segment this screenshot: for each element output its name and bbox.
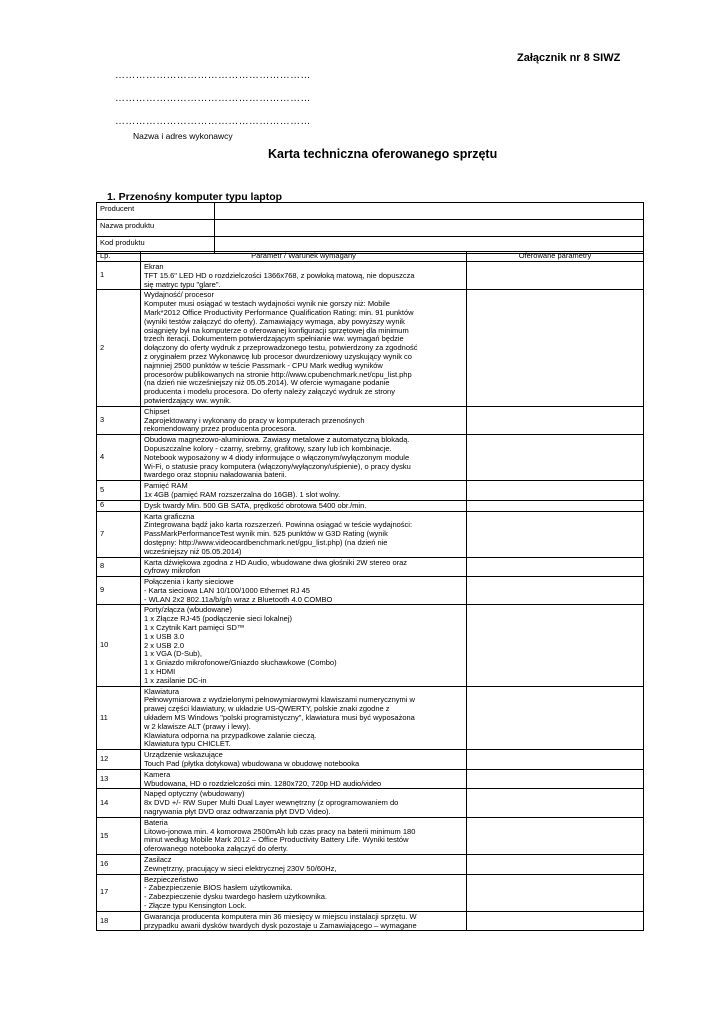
spec-row	[97, 557, 644, 577]
dotted-line-1: …………………………………………………	[115, 70, 311, 81]
requirement-line: rekomendowany przez producenta procesora.	[144, 424, 297, 434]
meta-label: Producent	[97, 203, 215, 220]
requirement-line: Komputer musi osiągać w testach wydajności wynik nie gorszy niż: Mobile	[144, 299, 390, 309]
requirement-line: Klawiatura typu CHICLET.	[144, 739, 231, 749]
spec-row	[97, 605, 644, 686]
offered-parameter-field[interactable]	[467, 290, 644, 406]
requirement-line: Bateria	[144, 817, 168, 827]
dotted-line-2: …………………………………………………	[115, 93, 311, 104]
row-number: 16	[97, 855, 141, 875]
section-heading: 1. Przenośny komputer typu laptop	[107, 191, 283, 203]
row-number: 14	[97, 789, 141, 817]
dotted-line-3: …………………………………………………	[115, 116, 311, 127]
attachment-label: Załącznik nr 8 SIWZ	[517, 52, 621, 64]
row-requirement	[141, 511, 467, 557]
lp-header: Lp.	[97, 252, 141, 262]
row-requirement	[141, 911, 467, 931]
row-requirement	[141, 789, 467, 817]
requirement-line: Dopuszczalne kolory - czarny, srebrny, grafitowy, szary lub ich kombinacje.	[144, 443, 392, 453]
requirement-line: 1 x VGA (D-Sub),	[144, 649, 202, 659]
spec-row	[97, 577, 644, 605]
requirement-line: twardego oraz stopniu naładowania baterii.	[144, 470, 287, 480]
requirement-line: potwierdzający ww. wynik.	[144, 395, 232, 405]
requirement-line: przypadku awarii dysków twardych dysk pozostaje u Zamawiającego – wymagane	[144, 920, 417, 930]
offered-parameter-field[interactable]	[467, 855, 644, 875]
requirement-line: dostępny: http://www.videocardbenchmark.net/gpu_list.php) (na dzień nie	[144, 537, 388, 547]
offered-parameter-field[interactable]	[467, 577, 644, 605]
requirement-line: PassMarkPerformanceTest wynik min. 525 punktów w G3D Rating (wynik	[144, 529, 388, 539]
row-number: 2	[97, 290, 141, 406]
requirement-line: prawej części klawiatury, w układzie US-QWERTY, polskie znaki zgodne z	[144, 704, 390, 714]
requirement-line: Zewnętrzny, pracujący w sieci elektrycznej 230V 50/60Hz,	[144, 863, 337, 873]
requirement-line: nagrywania płyt DVD oraz odtwarzania płyt DVD Video).	[144, 807, 331, 817]
row-requirement	[141, 817, 467, 854]
requirement-line: Wbudowana, HD o rozdzielczości min. 1280x720, 720p HD audio/video	[144, 778, 382, 788]
requirement-line: 2 x USB 2.0	[144, 640, 185, 650]
row-number: 10	[97, 605, 141, 686]
row-number: 7	[97, 511, 141, 557]
requirement-line: minut według Mobile Mark 2012 – Office Productivity Battery Life. Wyniki testów	[144, 835, 409, 845]
spec-row	[97, 262, 644, 290]
row-requirement	[141, 577, 467, 605]
meta-row	[97, 220, 644, 237]
spec-table	[96, 251, 644, 931]
row-requirement	[141, 290, 467, 406]
offered-parameter-field[interactable]	[467, 435, 644, 481]
spec-header-row	[97, 252, 644, 262]
row-requirement	[141, 262, 467, 290]
offered-parameter-field[interactable]	[467, 481, 644, 501]
requirement-line: Połączenia i karty sieciowe	[144, 577, 234, 587]
offered-parameter-field[interactable]	[467, 686, 644, 750]
row-requirement	[141, 481, 467, 501]
requirement-line: Klawiatura	[144, 686, 180, 696]
offered-parameter-field[interactable]	[467, 557, 644, 577]
requirement-line: Chipset	[144, 406, 170, 416]
requirement-line: osiągnięty był na komputerze o oferowanej konfiguracji sprzętowej dla minimum	[144, 325, 409, 335]
requirement-line: Wydajność/ procesor	[144, 290, 214, 300]
spec-row	[97, 874, 644, 911]
requirement-line: - Karta sieciowa LAN 10/100/1000 Ethernet RJ 45	[144, 585, 310, 595]
requirement-line: Litowo-jonowa min. 4 komorowa 2500mAh lub czas pracy na baterii minimum 180	[144, 826, 416, 836]
requirement-line: Pełnowymiarowa z wydzielonymi pełnowymiarowymi klawiszami numerycznymi w	[144, 695, 415, 705]
row-number: 8	[97, 557, 141, 577]
requirement-line: Mark*2012 Office Productivity Performance Qualification Rating: min. 91 punktów	[144, 307, 414, 317]
offered-parameter-field[interactable]	[467, 911, 644, 931]
row-requirement	[141, 406, 467, 434]
requirement-line: Obudowa magnezowo-aluminiowa. Zawiasy metalowe z automatyczną blokadą.	[144, 435, 410, 445]
document-title: Karta techniczna oferowanego sprzętu	[268, 147, 498, 161]
row-requirement	[141, 874, 467, 911]
row-requirement	[141, 686, 467, 750]
requirement-line: 1 x Złącze RJ-45 (podłączenie sieci lokalnej)	[144, 614, 292, 624]
requirement-line: Karta dźwiękowa zgodna z HD Audio, wbudowane dwa głośniki 2W stereo oraz	[144, 557, 408, 567]
offered-parameter-field[interactable]	[467, 750, 644, 770]
meta-value-field[interactable]	[215, 220, 644, 237]
offered-parameter-field[interactable]	[467, 406, 644, 434]
row-requirement	[141, 769, 467, 789]
row-requirement	[141, 855, 467, 875]
offer-header: Oferowane parametry	[467, 252, 644, 262]
requirement-line: cyfrowy mikrofon	[144, 566, 201, 576]
requirement-line: Urządzenie wskazujące	[144, 750, 223, 760]
row-number: 5	[97, 481, 141, 501]
requirement-line: 8x DVD +/- RW Super Multi Dual Layer wewnętrzny (z oprogramowaniem do	[144, 798, 399, 808]
requirement-line: TFT 15.6" LED HD o rozdzielczości 1366x768, z powłoką matową, nie dopuszcza	[144, 270, 415, 280]
row-number: 6	[97, 500, 141, 511]
requirement-line: Wi-Fi, o statusie pracy komputera (włączony/wyłączony/uśpienie), o pracy dysku	[144, 461, 411, 471]
offered-parameter-field[interactable]	[467, 817, 644, 854]
row-number: 4	[97, 435, 141, 481]
requirement-line: (na dzień nie wcześniejszy niż 05.05.2014). W ofercie wymagane podanie	[144, 378, 390, 388]
requirement-line: 1 x Czytnik Kart pamięci SD™	[144, 623, 245, 633]
spec-row	[97, 769, 644, 789]
requirement-line: Napęd optyczny (wbudowany)	[144, 789, 245, 799]
spec-row	[97, 435, 644, 481]
requirement-line: trzech iteracji. Dokumentem potwierdzającym spełnianie ww. wymagań będzie	[144, 334, 404, 344]
offered-parameter-field[interactable]	[467, 874, 644, 911]
requirement-line: Zasilacz	[144, 855, 172, 864]
row-requirement	[141, 557, 467, 577]
requirement-line: 1 x HDMI	[144, 667, 176, 677]
requirement-line: dołączony do oferty wydruk z przeprowadzonego testu, potwierdzony za zgodność	[144, 343, 418, 353]
requirement-line: Zintegrowana bądź jako karta rozszerzeń. Powinna osiągać w teście wydajności:	[144, 520, 413, 530]
requirement-line: wcześniejszy niż 05.05.2014)	[144, 546, 242, 556]
spec-row	[97, 406, 644, 434]
row-requirement	[141, 605, 467, 686]
meta-label: Kod produktu	[97, 237, 215, 254]
offered-parameter-field[interactable]	[467, 262, 644, 290]
row-number: 13	[97, 769, 141, 789]
row-requirement	[141, 750, 467, 770]
offered-parameter-field[interactable]	[467, 769, 644, 789]
product-info-table	[96, 202, 644, 254]
requirement-line: procesorów publikowanych na stronie http://www.cpubenchmark.net/cpu_list.php	[144, 369, 412, 379]
row-number: 17	[97, 874, 141, 911]
requirement-line: - Złącze typu Kensington Lock.	[144, 900, 247, 910]
requirement-line: Gwarancja producenta komputera min 36 miesięcy w miejscu instalacji sprzętu. W	[144, 911, 417, 921]
row-requirement	[141, 435, 467, 481]
row-requirement	[141, 500, 467, 511]
requirement-line: Porty/złącza (wbudowane)	[144, 605, 232, 615]
spec-row	[97, 686, 644, 750]
meta-row	[97, 203, 644, 220]
contractor-label: Nazwa i adres wykonawcy	[133, 131, 233, 141]
requirement-line: Touch Pad (płytka dotykowa) wbudowana w obudowę notebooka	[144, 759, 360, 769]
row-number: 3	[97, 406, 141, 434]
offered-parameter-field[interactable]	[467, 605, 644, 686]
offered-parameter-field[interactable]	[467, 789, 644, 817]
requirement-line: Dysk twardy Min. 500 GB SATA, prędkość obrotowa 5400 obr./min.	[144, 500, 367, 510]
row-number: 11	[97, 686, 141, 750]
spec-row	[97, 481, 644, 501]
spec-row	[97, 511, 644, 557]
requirement-line: 1x 4GB (pamięć RAM rozszerzalna do 16GB). 1 slot wolny.	[144, 489, 341, 499]
row-number: 18	[97, 911, 141, 931]
spec-row	[97, 750, 644, 770]
spec-row	[97, 789, 644, 817]
requirement-line: (wyniki testów załączyć do oferty). Zamawiający wymaga, aby powyższy wynik	[144, 316, 405, 326]
requirement-line: 1 x zasilanie DC-in	[144, 675, 207, 685]
row-number: 12	[97, 750, 141, 770]
requirement-line: najmniej 2500 punktów w teście Passmark - CPU Mark według wyników	[144, 360, 383, 370]
requirement-line: oferowanego notebooka załączyć do oferty.	[144, 844, 289, 854]
requirement-line: Pamięć RAM	[144, 481, 188, 491]
requirement-line: układem MS Windows "polski programistyczny", klawiatura musi być wyposażona	[144, 713, 415, 723]
spec-row	[97, 911, 644, 931]
requirement-line: z oryginałem przez Wykonawcę lub procesor dwurdzeniowy uzyskujący wynik co	[144, 351, 412, 361]
spec-row	[97, 290, 644, 406]
row-number: 1	[97, 262, 141, 290]
spec-row	[97, 855, 644, 875]
offered-parameter-field[interactable]	[467, 511, 644, 557]
requirement-line: Notebook wyposażony w 4 diody informujące o włączonym/wyłączonym module	[144, 452, 410, 462]
spec-row	[97, 500, 644, 511]
spec-row	[97, 817, 644, 854]
requirement-line: 1 x Gniazdo mikrofonowe/Gniazdo słuchawkowe (Combo)	[144, 658, 337, 668]
requirement-line: Karta graficzna	[144, 511, 195, 521]
requirement-line: Zaprojektowany i wykonany do pracy w komputerach przenośnych	[144, 415, 365, 425]
requirement-line: Bezpieczeństwo	[144, 874, 199, 884]
row-number: 9	[97, 577, 141, 605]
requirement-line: - Zabezpieczenie dysku twardego hasłem użytkownika.	[144, 892, 328, 902]
requirement-line: Kamera	[144, 769, 171, 779]
param-header: Parametr / Warunek wymagany	[141, 252, 467, 262]
requirement-line: - Zabezpieczenie BIOS hasłem użytkownika.	[144, 883, 293, 893]
requirement-line: - WLAN 2x2 802.11a/b/g/n wraz z Bluetooth 4.0 COMBO	[144, 594, 333, 604]
meta-value-field[interactable]	[215, 203, 644, 220]
requirement-line: się matryc typu "glare".	[144, 279, 221, 289]
meta-label: Nazwa produktu	[97, 220, 215, 237]
requirement-line: Ekran	[144, 262, 164, 271]
row-number: 15	[97, 817, 141, 854]
requirement-line: Klawiatura odporna na przypadkowe zalanie cieczą.	[144, 730, 317, 740]
offered-parameter-field[interactable]	[467, 500, 644, 511]
requirement-line: 1 x USB 3.0	[144, 631, 185, 641]
requirement-line: producenta i modelu procesora. Do oferty należy załączyć wydruk ze strony	[144, 387, 395, 397]
requirement-line: w 2 klawisze ALT (prawy i lewy).	[144, 721, 251, 731]
